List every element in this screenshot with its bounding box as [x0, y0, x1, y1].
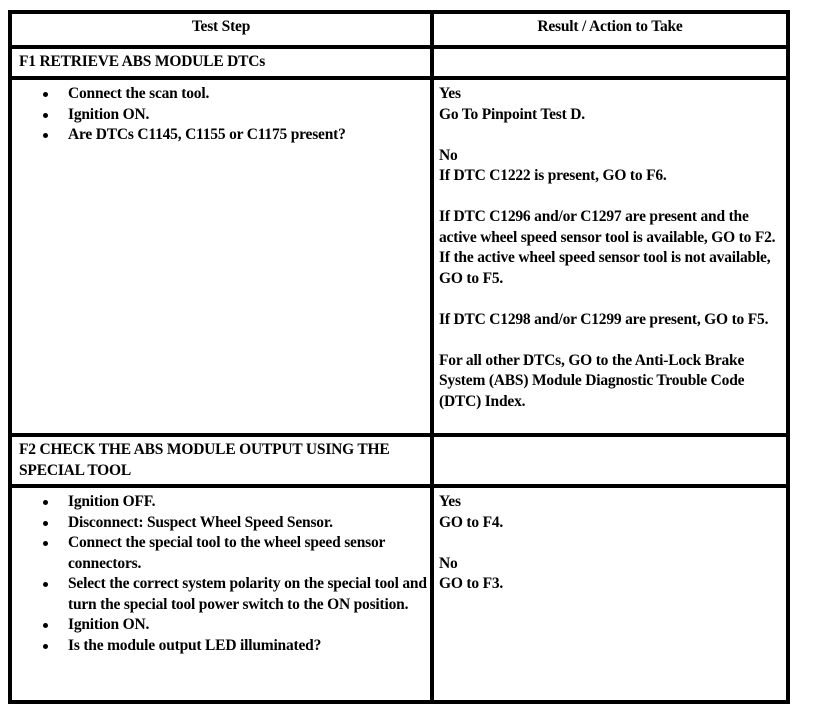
step-item: Is the module output LED illuminated?: [12, 636, 430, 657]
step-item: Connect the special tool to the wheel speed sensor connectors.: [12, 533, 430, 574]
header-result: [434, 14, 786, 45]
result-action: If DTC C1222 is present, GO to F6.: [439, 167, 667, 184]
result-no: No: [439, 146, 458, 164]
result-action: Go To Pinpoint Test D.: [439, 105, 585, 123]
result-action: If DTC C1298 and/or C1299 are present, GO to F5.: [439, 310, 769, 328]
result-action: GO to F3.: [439, 575, 504, 592]
section-f2-steps: [12, 488, 430, 700]
header-test-step-label: Test Step: [191, 18, 251, 35]
section-f2-results: [434, 488, 786, 700]
step-item: Disconnect: Suspect Wheel Speed Sensor.: [12, 513, 430, 534]
section-title-f1-label: F1 RETRIEVE ABS MODULE DTCs: [19, 53, 266, 70]
section-title-f1-result-blank: [434, 49, 786, 76]
step-item: Select the correct system polarity on the special tool and turn the special tool power switch to the ON position.: [12, 574, 430, 615]
section-title-f2-label: F2 CHECK THE ABS MODULE OUTPUT USING THE SPECIAL TOOL: [19, 441, 390, 479]
section-title-f2-result-blank: [434, 437, 786, 484]
header-test-step: [12, 14, 430, 45]
result-action: GO to F4.: [439, 513, 504, 531]
section-title-f1: [12, 49, 430, 76]
step-item: Ignition ON.: [12, 615, 430, 636]
step-item: Are DTCs C1145, C1155 or C1175 present?: [12, 125, 430, 146]
step-list-f1: [12, 80, 430, 146]
diagnostic-table: [8, 10, 790, 704]
section-f1-steps: [12, 80, 430, 433]
result-action: For all other DTCs, GO to the Anti-Lock Brake System (ABS) Module Diagnostic Trouble Code (DTC) Index.: [439, 351, 745, 410]
step-item: Connect the scan tool.: [12, 84, 430, 105]
header-result-label: Result / Action to Take: [537, 18, 683, 35]
result-yes: Yes: [439, 85, 461, 102]
section-f1-results: [434, 80, 786, 433]
section-title-f2: [12, 437, 430, 484]
step-item: Ignition ON.: [12, 105, 430, 126]
result-yes: Yes: [439, 493, 461, 510]
result-no: No: [439, 554, 458, 572]
step-item: Ignition OFF.: [12, 492, 430, 513]
step-list-f2: [12, 488, 430, 656]
result-action: If DTC C1296 and/or C1297 are present and the active wheel speed sensor tool is available, GO to F2. If the active wheel speed sensor tool is not available, GO to F5.: [439, 208, 776, 287]
